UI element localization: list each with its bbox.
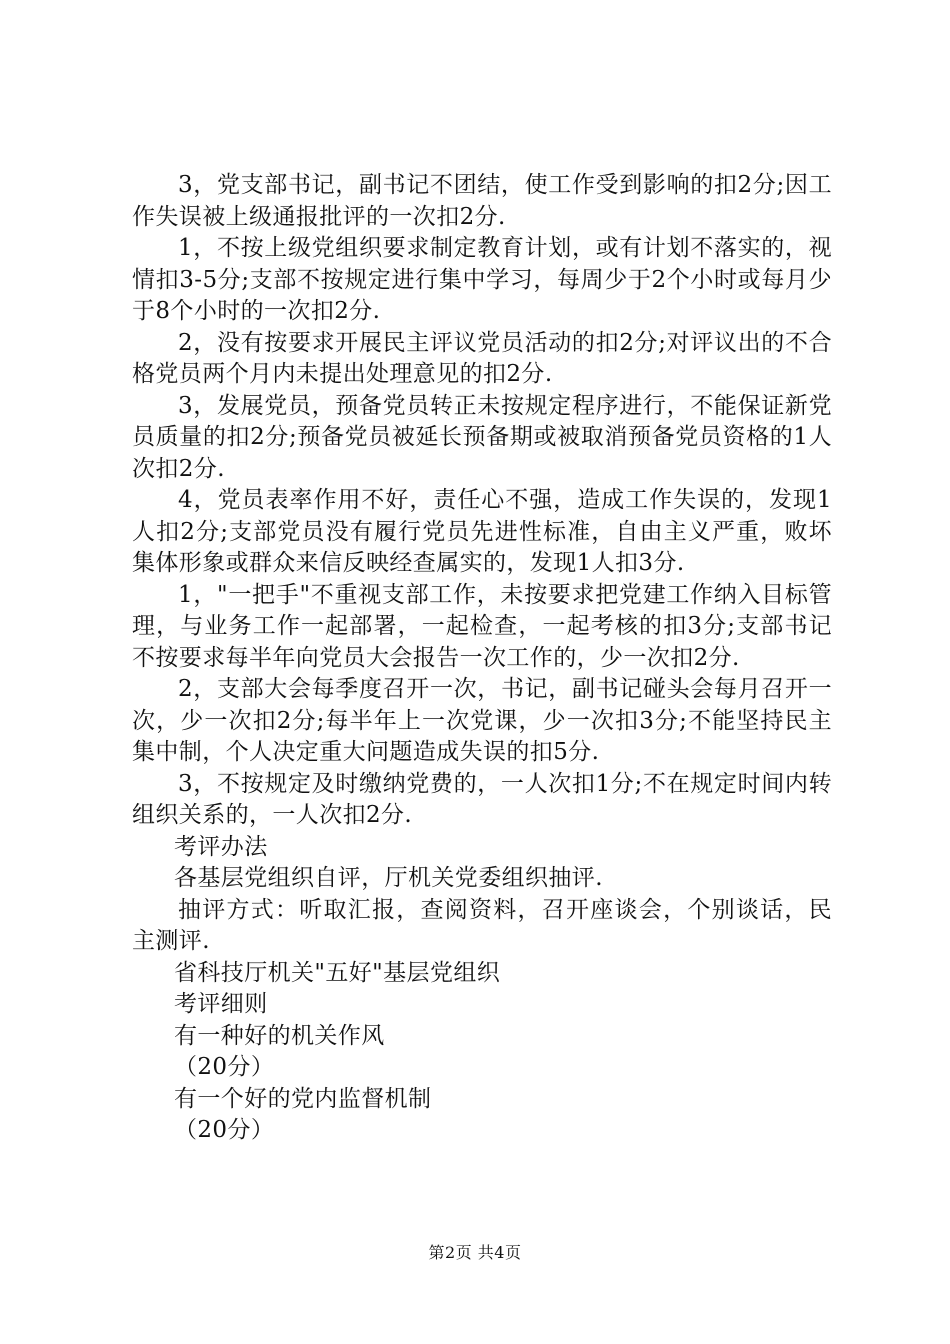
paragraph-1: 3，党支部书记，副书记不团结，使工作受到影响的扣2分;因工作失误被上级通报批评的一次扣2分. <box>132 172 832 230</box>
paragraph-4: 3，发展党员，预备党员转正未按规定程序进行，不能保证新党员质量的扣2分;预备党员被延长预备期或被取消预备党员资格的1人次扣2分. <box>132 392 832 482</box>
paragraph-3: 2，没有按要求开展民主评议党员活动的扣2分;对评议出的不合格党员两个月内未提出处理意见的扣2分. <box>132 329 832 387</box>
paragraph-2: 1，不按上级党组织要求制定教育计划，或有计划不落实的，视情扣3-5分;支部不按规定进行集中学习，每周少于2个小时或每月少于8个小时的一次扣2分. <box>132 235 832 324</box>
method-line: 各基层党组织自评，厅机关党委组织抽评. <box>174 865 603 891</box>
item-2-score: （20分） <box>174 1117 275 1143</box>
paragraph-5: 4，党员表率作用不好，责任心不强，造成工作失误的，发现1人扣2分;支部党员没有履行党员先进性标准，自由主义严重，败坏集体形象或群众来信反映经查属实的，发现1人扣3分. <box>132 487 832 576</box>
title-line-2: 考评细则 <box>174 991 268 1017</box>
page-number-footer: 第2页 共4页 <box>428 1243 522 1262</box>
paragraph-8: 3，不按规定及时缴纳党费的，一人次扣1分;不在规定时间内转组织关系的，一人次扣2分. <box>132 770 832 828</box>
paragraph-7: 2，支部大会每季度召开一次，书记，副书记碰头会每月召开一次，少一次扣2分;每半年上一次党课，少一次扣3分;不能坚持民主集中制，个人决定重大问题造成失误的扣5分. <box>132 676 832 765</box>
title-line-1: 省科技厅机关"五好"基层党组织 <box>174 959 501 986</box>
item-2: 有一个好的党内监督机制 <box>174 1085 432 1112</box>
method-heading: 考评办法 <box>174 833 268 860</box>
document-body <box>132 170 832 1147</box>
item-1: 有一种好的机关作风 <box>174 1022 385 1049</box>
paragraph-6: 1，"一把手"不重视支部工作，未按要求把党建工作纳入目标管理，与业务工作一起部署，一起检查，一起考核的扣3分;支部书记不按要求每半年向党员大会报告一次工作的，少一次扣2分. <box>132 581 832 671</box>
method-detail: 抽评方式：听取汇报，查阅资料，召开座谈会，个别谈话，民主测评. <box>132 896 832 954</box>
item-1-score: （20分） <box>174 1054 275 1080</box>
